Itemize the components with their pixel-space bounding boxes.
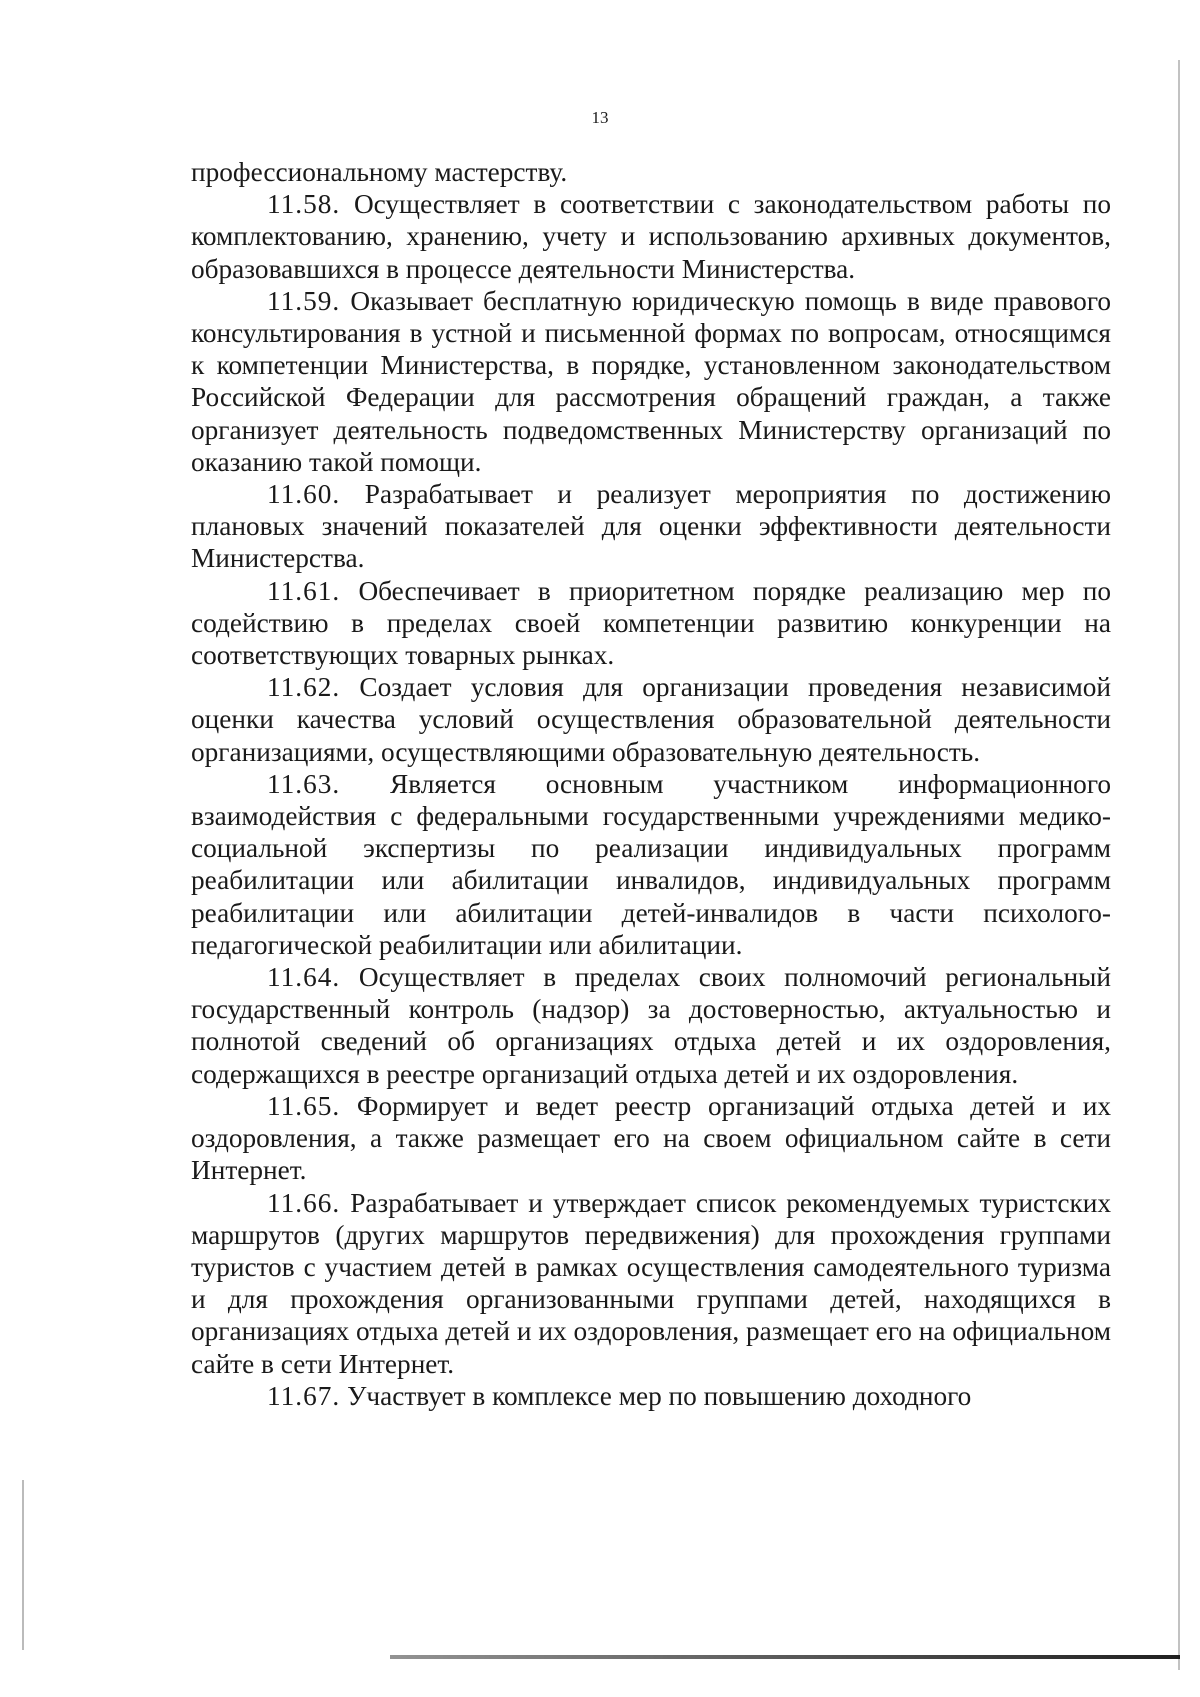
paragraph-11-59	[191, 285, 1111, 478]
paragraph-number: 11.61.	[267, 575, 341, 606]
paragraph-text: Создает условия для организации проведения независимой оценки качества условий осуществления образовательной деятельности организациями, осуществляющими образовательную деятельность.	[191, 672, 1111, 767]
paragraph-11-60	[191, 478, 1111, 575]
paragraph-11-62	[191, 671, 1111, 768]
paragraph-11-64	[191, 961, 1111, 1090]
paragraph-text: Оказывает бесплатную юридическую помощь в виде правового консультирования в устной и письменной формах по вопросам, относящимся к компетенции Министерства, в порядке, установленном законодательством Российской Федерации для рассмотрения обращений граждан, а также организует деятельность подведомственных Министерству организаций по оказанию такой помощи.	[191, 285, 1111, 477]
paragraph-number: 11.65.	[267, 1090, 341, 1121]
paragraph-11-66	[191, 1187, 1111, 1380]
page-number: 13	[591, 108, 609, 127]
paragraph-text: Участвует в комплексе мер по повышению доходного	[347, 1380, 972, 1411]
paragraph-text: Формирует и ведет реестр организаций отдыха детей и их оздоровления, а также размещает его на своем официальном сайте в сети Интернет.	[191, 1090, 1112, 1186]
paragraph-continuation	[191, 156, 1111, 188]
paragraph-number: 11.66.	[267, 1187, 341, 1218]
paragraph-number: 11.60.	[267, 479, 341, 510]
paragraph-text: Разрабатывает и реализует мероприятия по достижению плановых значений показателей для оценки эффективности деятельности Министерства.	[191, 479, 1111, 574]
paragraph-11-61	[191, 575, 1111, 672]
scan-border-left	[22, 1480, 24, 1650]
paragraph-number: 11.64.	[267, 962, 341, 993]
paragraph-text: Разрабатывает и утверждает список рекомендуемых туристских маршрутов (других маршрутов передвижения) для прохождения группами туристов с участием детей в рамках осуществления самодеятельного туризма и для прохождения организованными группами детей, находящихся в организациях отдыха детей и их оздоровления, размещает его на официальном сайте в сети Интернет.	[191, 1187, 1111, 1379]
paragraph-number: 11.59.	[267, 285, 341, 316]
paragraph-11-58	[191, 188, 1111, 285]
paragraph-text: Осуществляет в соответствии с законодательством работы по комплектованию, хранению, учету и использованию архивных документов, образовавшихся в процессе деятельности Министерства.	[191, 189, 1111, 284]
paragraph-number: 11.63.	[267, 768, 341, 799]
paragraph-11-65	[191, 1090, 1111, 1187]
paragraph-number: 11.62.	[267, 672, 341, 703]
paragraph-text: профессиональному мастерству.	[191, 157, 568, 187]
paragraph-text: Обеспечивает в приоритетном порядке реализацию мер по содействию в пределах своей компетенции развитию конкуренции на соответствующих товарных рынках.	[191, 575, 1112, 671]
scan-border-right	[1178, 60, 1180, 1670]
scan-border-bottom	[390, 1655, 1180, 1659]
paragraph-11-63	[191, 768, 1111, 961]
paragraph-text: Осуществляет в пределах своих полномочий региональный государственный контроль (надзор) за достоверностью, актуальностью и полнотой сведений об организациях отдыха детей и их оздоровления, содержащихся в реестре организаций отдыха детей и их оздоровления.	[191, 962, 1111, 1089]
paragraph-text: Является основным участником информационного взаимодействия с федеральными государственными учреждениями медико-социальной экспертизы по реализации индивидуальных программ реабилитации или абилитации инвалидов, индивидуальных программ реабилитации или абилитации детей-инвалидов в части психолого-педагогической реабилитации или абилитации.	[191, 768, 1111, 960]
paragraph-number: 11.58.	[267, 189, 341, 220]
paragraph-number: 11.67.	[267, 1380, 341, 1411]
paragraph-11-67	[191, 1380, 1111, 1412]
document-body	[191, 156, 1111, 1412]
